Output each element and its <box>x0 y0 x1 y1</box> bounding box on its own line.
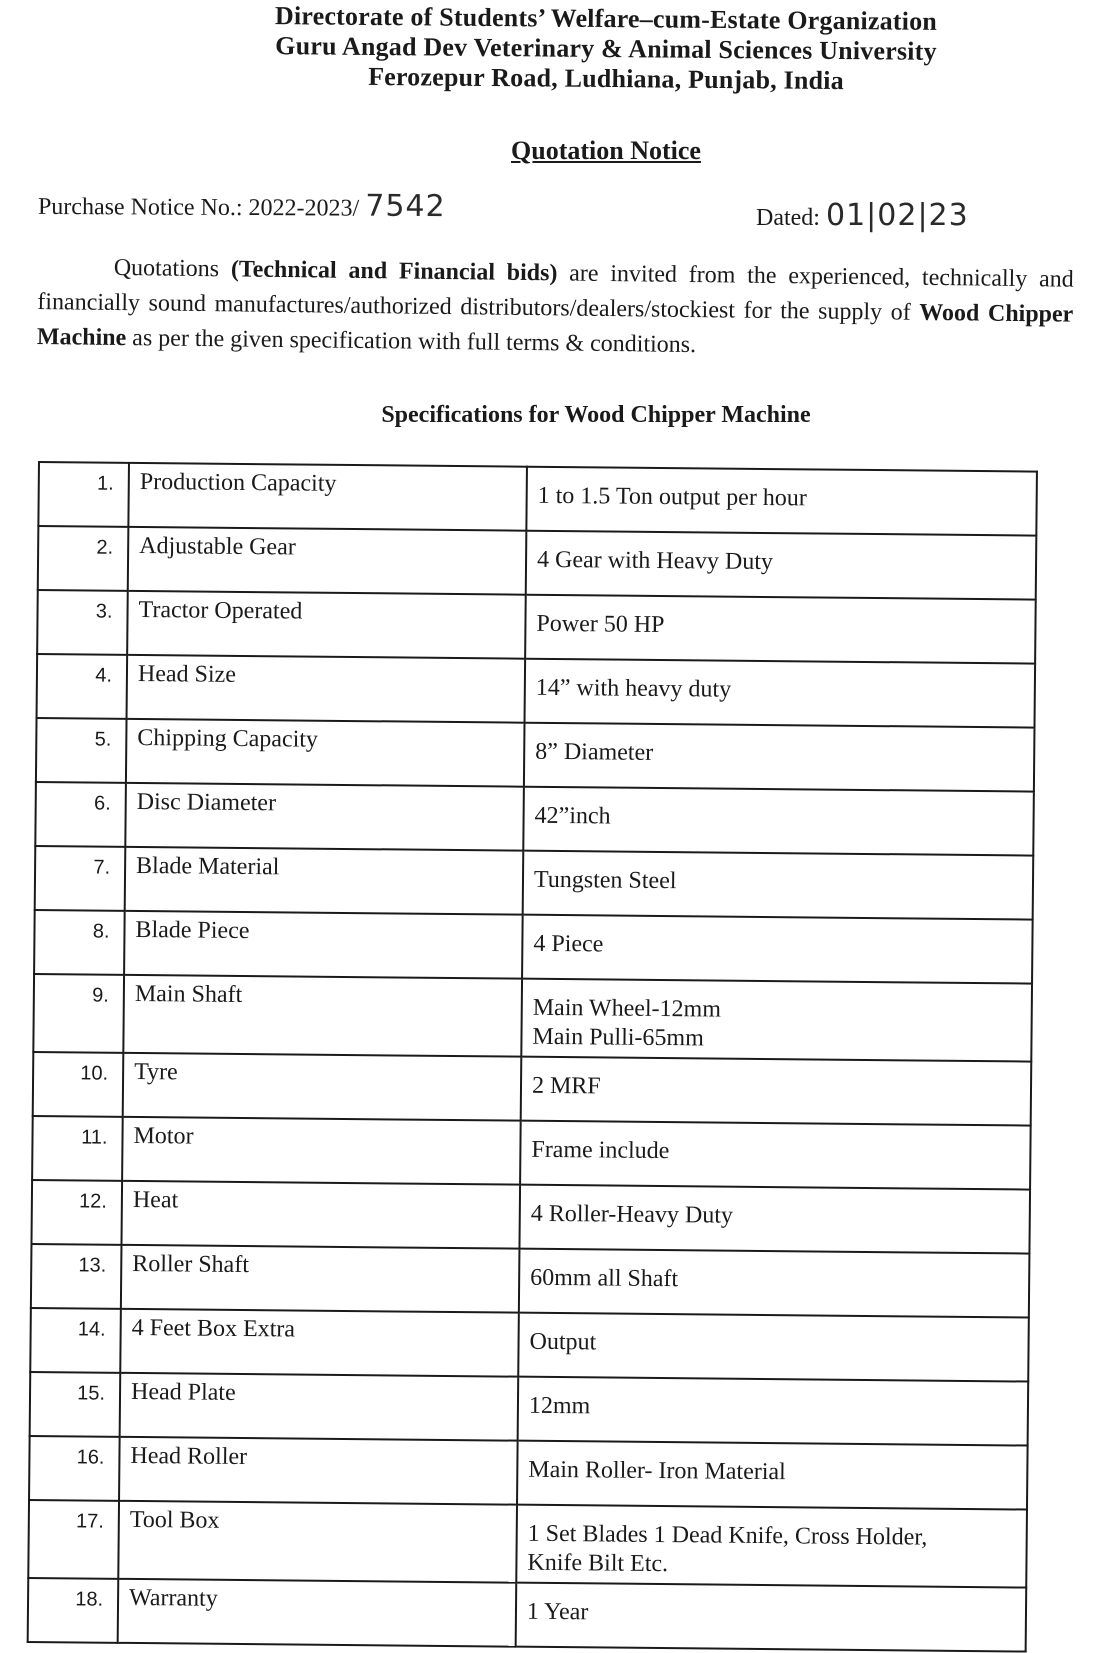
letterhead-organization: Directorate of Students’ Welfare–cum-Estate Organization <box>274 1 938 36</box>
value-cell: 4 Roller-Heavy Duty <box>519 1185 1030 1254</box>
paragraph-bold-bids: (Technical and Financial bids) <box>230 256 558 287</box>
parameter-cell: Roller Shaft <box>121 1245 520 1313</box>
paragraph-text-2: are invited from the experienced, technically and financially sound manufactures/authorized distributors/dealers/stockiest for the supply of <box>37 260 1074 326</box>
parameter-cell: Main Shaft <box>123 975 522 1057</box>
parameter-cell: Disc Diameter <box>125 783 524 851</box>
row-number: 6. <box>35 782 126 847</box>
table-row <box>38 462 1037 536</box>
value-cell: 14” with heavy duty <box>525 659 1036 728</box>
dated-label: Dated: <box>756 205 820 231</box>
row-number: 11. <box>32 1116 123 1181</box>
table-row <box>36 718 1035 792</box>
notice-date <box>756 198 969 233</box>
table-row <box>30 1372 1029 1446</box>
value-cell: 1 to 1.5 Ton output per hour <box>526 467 1037 536</box>
parameter-cell: Tool Box <box>118 1501 517 1583</box>
letterhead <box>0 1 1100 96</box>
letterhead-address: Ferozepur Road, Ludhiana, Punjab, India <box>368 61 844 96</box>
row-number: 15. <box>30 1372 121 1437</box>
value-cell <box>516 1505 1027 1588</box>
row-number: 18. <box>28 1578 119 1643</box>
table-row <box>35 782 1034 856</box>
parameter-cell: Head Plate <box>120 1373 519 1441</box>
value-cell: 2 MRF <box>521 1057 1032 1126</box>
purchase-notice-number <box>38 187 446 224</box>
parameter-cell: Production Capacity <box>128 463 527 531</box>
value-cell <box>521 979 1032 1062</box>
table-row <box>35 846 1034 920</box>
handwritten-date: 01|02|23 <box>825 198 969 233</box>
row-number: 12. <box>31 1180 122 1245</box>
row-number: 9. <box>33 974 124 1053</box>
parameter-cell: Blade Material <box>125 847 524 915</box>
table-row <box>30 1308 1029 1382</box>
invitation-paragraph <box>37 250 1074 368</box>
parameter-cell: Adjustable Gear <box>128 527 527 595</box>
specifications-table <box>27 461 1038 1653</box>
value-cell: Power 50 HP <box>525 595 1036 664</box>
parameter-cell: Tyre <box>123 1053 522 1121</box>
handwritten-notice-number: 7542 <box>365 188 446 225</box>
row-number: 4. <box>37 654 128 719</box>
value-cell: Main Roller- Iron Material <box>517 1441 1028 1510</box>
paragraph-text-3: as per the given specification with full terms & conditions. <box>126 325 697 359</box>
value-cell: 12mm <box>518 1377 1029 1446</box>
table-row <box>34 910 1033 984</box>
table-row <box>32 1116 1031 1190</box>
value-cell: 4 Gear with Heavy Duty <box>526 531 1037 600</box>
table-row <box>28 1500 1027 1588</box>
row-number: 5. <box>36 718 127 783</box>
row-number: 13. <box>31 1244 122 1309</box>
table-row <box>31 1244 1030 1318</box>
parameter-cell: Warranty <box>118 1579 517 1647</box>
purchase-notice-label: Purchase Notice No.: 2022-2023/ <box>37 193 360 222</box>
value-cell: 1 Year <box>516 1583 1027 1652</box>
row-number: 1. <box>38 462 129 527</box>
value-cell: 60mm all Shaft <box>519 1249 1030 1318</box>
value-line-2: Main Pulli-65mm <box>532 1023 704 1052</box>
table-row <box>33 974 1032 1062</box>
parameter-cell: Chipping Capacity <box>126 719 525 787</box>
value-cell: Frame include <box>520 1121 1031 1190</box>
notice-title-text: Quotation Notice <box>511 136 701 165</box>
value-line-1: Main Wheel-12mm <box>532 994 722 1023</box>
table-row <box>31 1180 1030 1254</box>
table-row <box>29 1436 1028 1510</box>
parameter-cell: Heat <box>121 1181 520 1249</box>
specifications-heading-text: Specifications for Wood Chipper Machine <box>381 402 811 428</box>
row-number: 10. <box>33 1052 124 1117</box>
value-cell: Output <box>518 1313 1029 1382</box>
parameter-cell: Head Size <box>127 655 526 723</box>
parameter-cell: Blade Piece <box>124 911 523 979</box>
table-row <box>37 590 1036 664</box>
parameter-cell: 4 Feet Box Extra <box>120 1309 519 1377</box>
paragraph-text-1: Quotations <box>113 254 232 283</box>
table-row <box>37 654 1036 728</box>
parameter-cell: Head Roller <box>119 1437 518 1505</box>
letterhead-university: Guru Angad Dev Veterinary & Animal Sciences University <box>275 31 937 66</box>
row-number: 16. <box>29 1436 120 1501</box>
table-row <box>28 1578 1027 1652</box>
value-cell: 8” Diameter <box>524 723 1035 792</box>
value-cell: Tungsten Steel <box>523 851 1034 920</box>
row-number: 7. <box>35 846 126 911</box>
paragraph-bold-item: Wood Chipper Machine <box>36 299 1074 352</box>
table-row <box>33 1052 1032 1126</box>
value-line-1: 1 Set Blades 1 Dead Knife, Cross Holder, <box>527 1520 928 1551</box>
notice-title <box>0 136 1100 166</box>
value-cell: 42”inch <box>523 787 1034 856</box>
row-number: 8. <box>34 910 125 975</box>
specifications-heading <box>0 402 1100 429</box>
specifications-table-wrapper <box>27 461 1038 1653</box>
row-number: 17. <box>28 1500 119 1579</box>
table-row <box>38 526 1037 600</box>
value-cell: 4 Piece <box>522 915 1033 984</box>
parameter-cell: Tractor Operated <box>127 591 526 659</box>
value-line-2: Knife Bilt Etc. <box>527 1549 669 1578</box>
specifications-table-body <box>28 462 1037 1652</box>
row-number: 2. <box>38 526 129 591</box>
row-number: 3. <box>37 590 128 655</box>
parameter-cell: Motor <box>122 1117 521 1185</box>
row-number: 14. <box>30 1308 121 1373</box>
